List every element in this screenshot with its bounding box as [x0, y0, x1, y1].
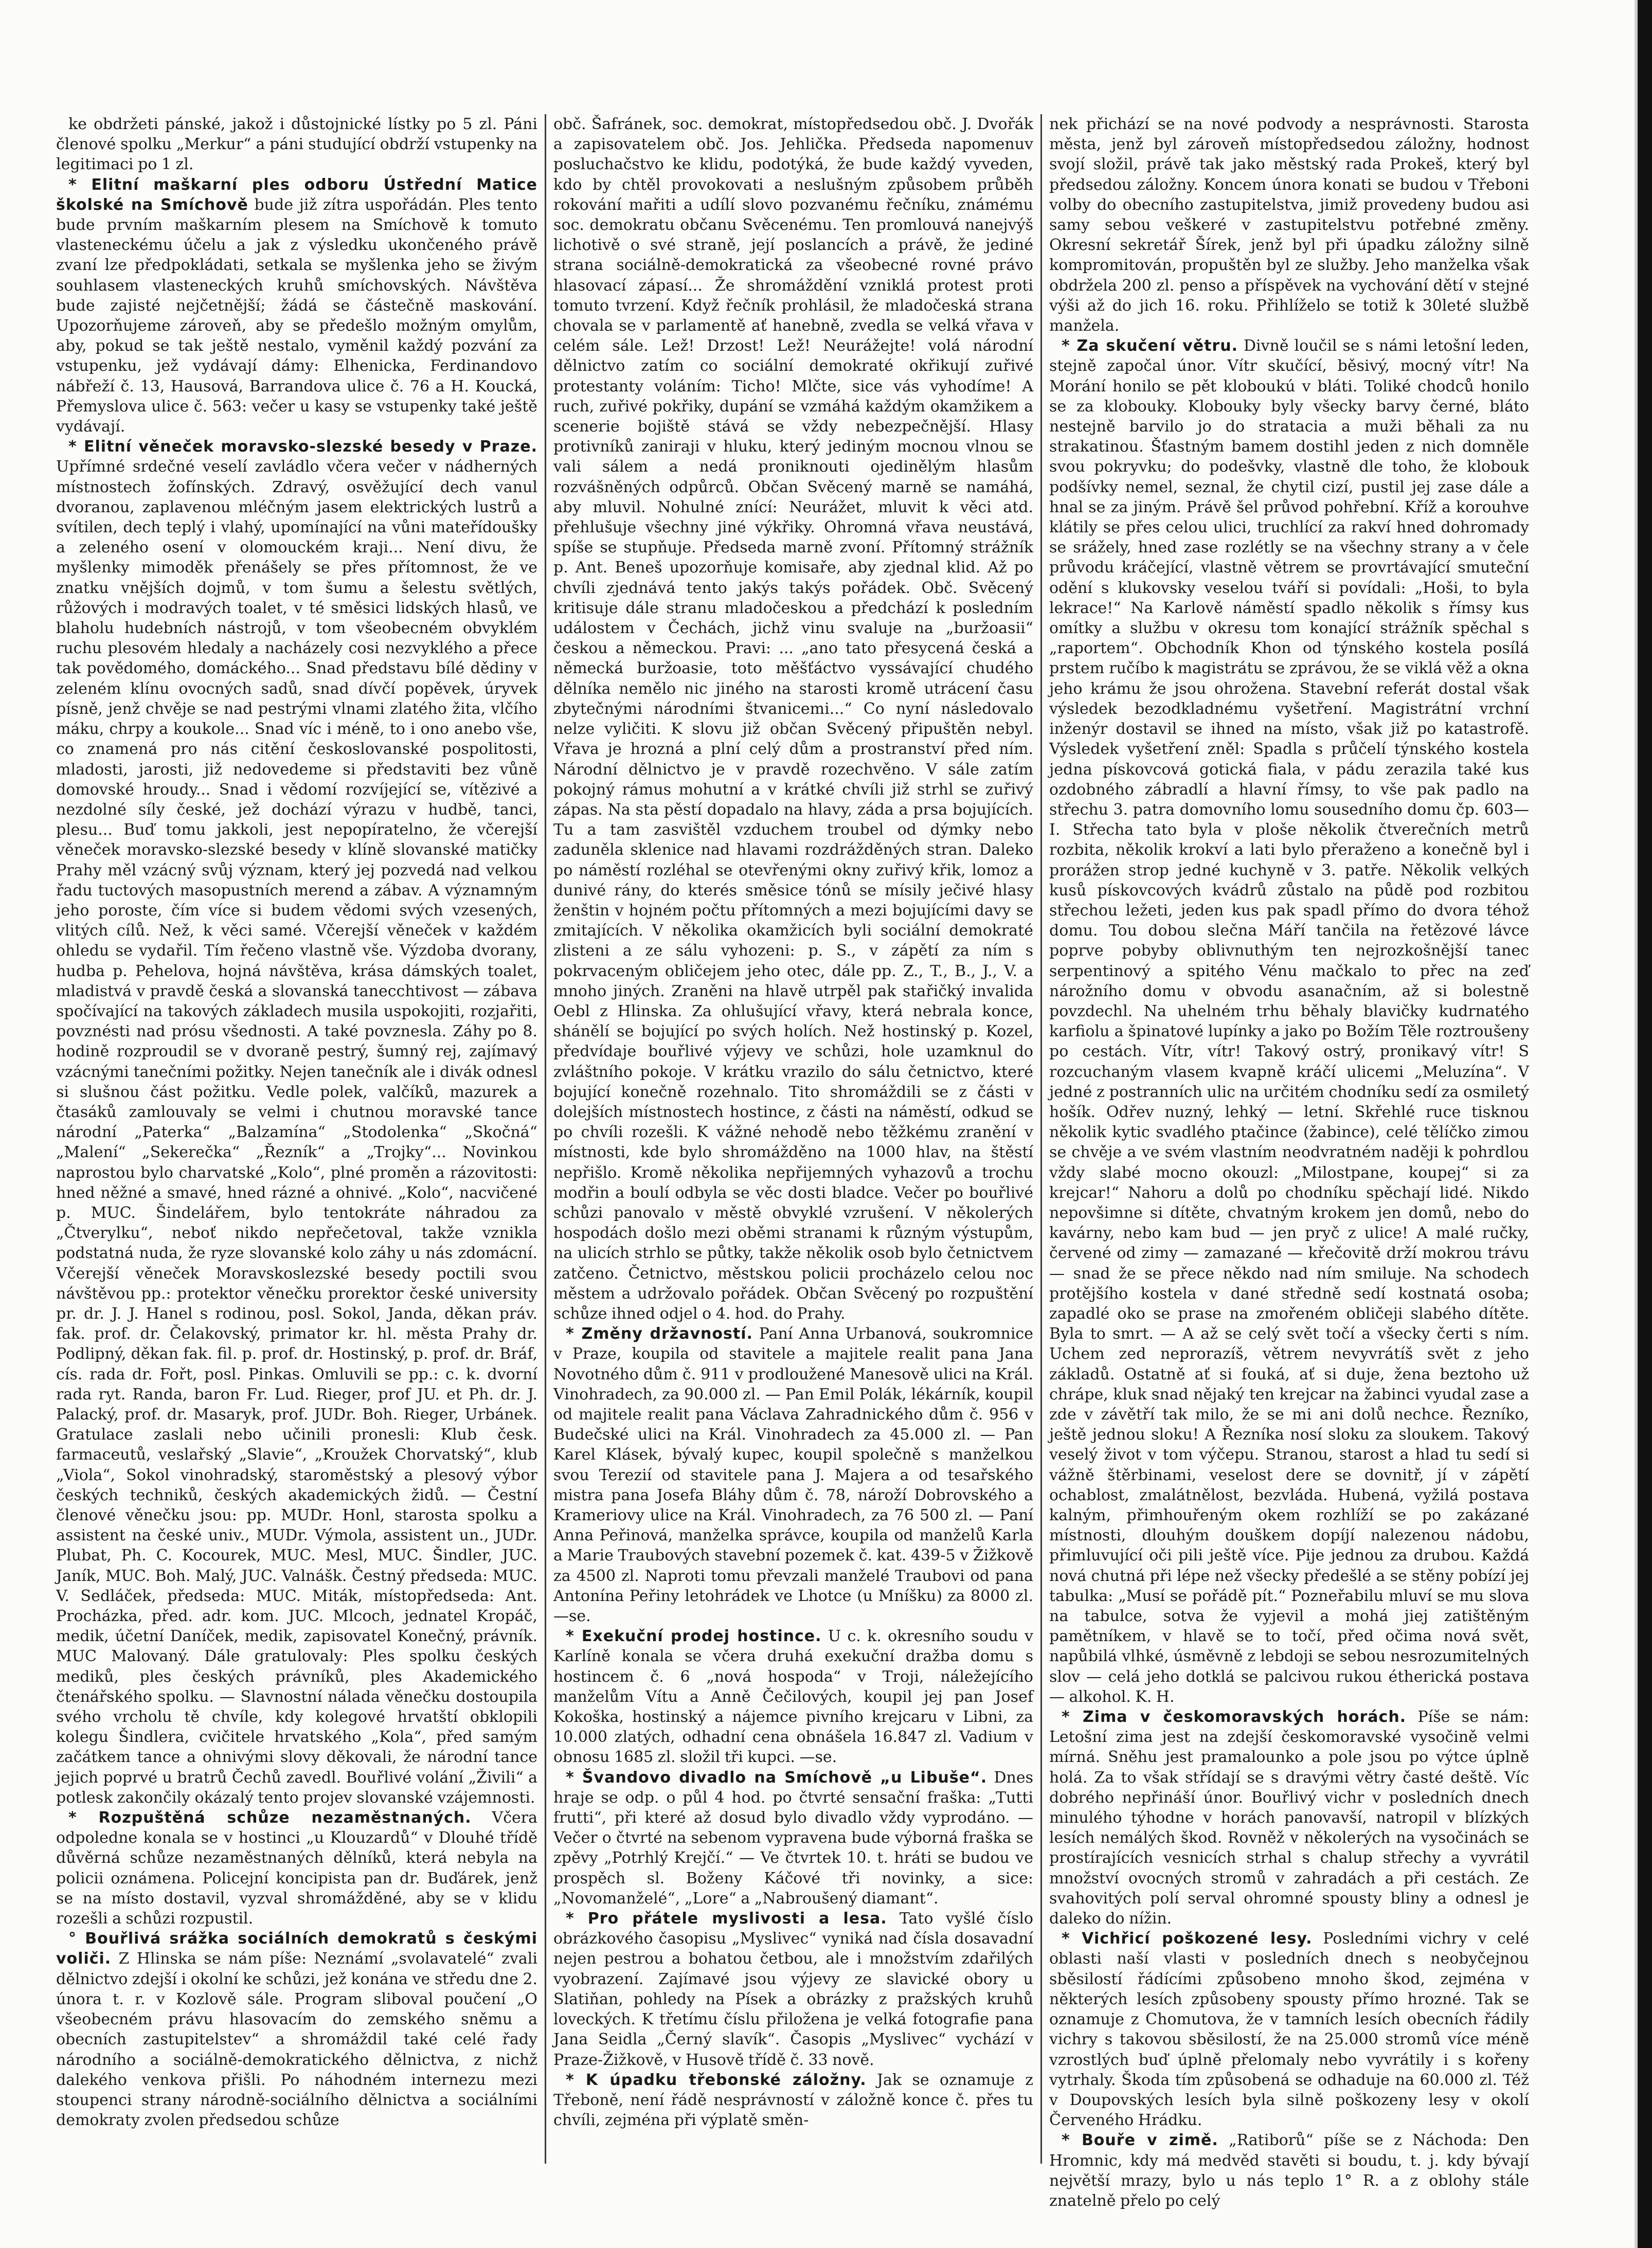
- article-paragraph: [56, 437, 537, 1808]
- article-headline: * Za skučení větru.: [1062, 337, 1238, 355]
- article-body: bude již zítra uspořádán. Ples tento bude prvním maškarním plesem na Smíchově k tomuto vlasteneckému účelu a jak z výsledku ukončeného právě zvaní lze předpokládati, setkala se myšlenka jeho se živým souhlasem vlasteneckých kruhů smíchovských. Návštěva bude zajisté nejčetnější; žádá se částečně maskování. Upozorňujeme zároveň, aby se předešlo možným omylům, aby, pokud se tak ještě nestalo, vyměnil každý pozvání za vstupenku, jež vydávají dámy: Elhenicka, Ferdinandovo nábřeží č. 13, Hausová, Barrandova ulice č. 76 a H. Koucká, Přemyslova ulice č. 563: večer u kasy se vstupenky také ještě vydávají.: [56, 195, 537, 436]
- article-headline: * Rozpuštěná schůze nezaměstnaných.: [68, 1809, 472, 1827]
- article-paragraph: [553, 114, 1033, 1324]
- article-headline: * Zima v českomoravských horách.: [1062, 1708, 1407, 1727]
- article-body: Jak se oznamuje z Třeboně, není řádě nesprávností v záložně konce č. přes tu chvíli, zejména při výplatě směn-: [553, 2071, 1033, 2130]
- article-body: ke obdržeti pánské, jakož i důstojnické lístky po 5 zl. Páni členové spolku „Merkur“ a páni studující obdrží vstupenky na legitimaci po 1 zl.: [56, 115, 537, 174]
- article-paragraph: [1049, 1929, 1529, 2130]
- article-paragraph: [56, 1929, 537, 2130]
- column-3: [1040, 114, 1536, 2210]
- column-2: [545, 114, 1040, 2164]
- article-body: Píše se nám: Letošní zima jest na zdejší českomoravské vysočině velmi mírná. Sněhu jest pramalounko a pole jsou po výtce úplně holá. Za to však střídají se s dravými větry časté deště. Víc dobrého nepřináší únor. Bouřlivý vichr v posledních dnech minulého týhodne v horách panovavší, natropil v blízkých lesích nemálých škod. Rovněž v několerých na vysočinách se prostírajících vesnicích strhal s chalup střechy a vyvrátil množství ovocných stromů v zahradách a při cestách. Ze svahovitých polí serval ohromné spousty bliny a odnesl je daleko do nížin.: [1049, 1708, 1529, 1928]
- article-paragraph: [56, 114, 537, 175]
- article-headline: * Švandovo divadlo na Smíchově „u Libuše“.: [566, 1768, 987, 1787]
- article-paragraph: [553, 1626, 1033, 1767]
- article-headline: * Bouře v zimě.: [1062, 2131, 1218, 2150]
- article-body: Z Hlinska se nám píše: Neznámí „svolavatelé“ zvali dělnictvo zdejší i okolní ke schůzi, jež konána ve středu dne 2. února t. r. v Kozlově sále. Program sliboval poučení „O všeobecném právu hlasovacím do zemského sněmu a obecních zastupitelstev“ a shromáždil také celé řady národního a sociálně-demokratického dělnictva, z nichž dalekého venkova přišli. Po náhodném internezu mezi stoupenci strany národně-sociálního dělnictva a sociálními demokraty zvolen předsedou schůze: [56, 1950, 537, 2130]
- article-body: nek přichází se na nové podvody a nesprávnosti. Starosta města, jenž byl zároveň místopředsedou záložny, hodnost svojí složil, právě tak jako městský rada Prokeš, který byl předsedou záložny. Koncem února konati se budou v Třeboni volby do obecního zastupitelstva, jimiž provedeny budou asi samy sebou veškeré v zastupitelstvu potřebné změny. Okresní sekretář Šírek, jenž byl při úpadku záložny silně kompromitován, propuštěn byl ze služby. Jeho manželka však obdržela 200 zl. penso a příspěvek na vychování dětí v stejné výši až do jich 16. roku. Přihlíželo se totiž k 30leté službě manžela.: [1049, 115, 1529, 335]
- article-body: U c. k. okresního soudu v Karlíně konala se včera druhá exekuční dražba domu s hostincem č. 6 „nová hospoda“ v Troji, náležejícího manželům Vítu a Anně Čečilových, koupil jej pan Josef Kokoška, hostinský a nájemce pivního krejcaru v Libni, za 10.000 zlatých, odhadní cena obnášela 16.847 zl. Vadium v obnosu 1685 zl. složil tři kupci. —se.: [553, 1627, 1033, 1767]
- article-paragraph: [1049, 1707, 1529, 1929]
- article-body: „Ratiborů“ píše se z Náchoda: Den Hromnic, kdy má medvěd stavěti si boudu, t. j. kdy bývají největší mrazy, bylo u nás teplo 1° R. a z oblohy stále znatelně přelo po celý: [1049, 2131, 1529, 2210]
- article-paragraph: [553, 2070, 1033, 2131]
- article-headline: * Pro přátele myslivosti a lesa.: [566, 1910, 887, 1928]
- article-headline: * Exekuční prodej hostince.: [566, 1627, 822, 1646]
- article-paragraph: [1049, 114, 1529, 336]
- article-paragraph: [1049, 336, 1529, 1707]
- column-1: [49, 114, 545, 2164]
- article-headline: * Elitní maškarní ples odboru Ústřední Matice školské na Smíchově: [56, 175, 537, 214]
- newspaper-page: [49, 114, 1537, 2210]
- article-paragraph: [1049, 2130, 1529, 2211]
- article-body: Tato vyšlé číslo obrázkového časopisu „Myslivec“ vyniká nad čísla dosavadní nejen pestrou a bohatou četbou, ale i množstvím zdařilých vyobrazení. Zajímavé jsou výjevy ze slavické obory u Slatiňan, pohledy na Písek a obrázky z pražských kruhů loveckých. K třetímu číslu přiložena je velká fotografie pana Jana Seidla „Černý slavík“. Časopis „Myslivec“ vychází v Praze-Žižkově, v Husově třídě č. 33 nově.: [553, 1910, 1033, 2069]
- article-paragraph: [553, 1909, 1033, 2070]
- article-body: Posledními vichry v celé oblasti naší vlasti v posledních dnech s neobyčejnou sběsilostí řádícími způsobeno mnoho škod, zejména v některých lesích způsobeny spousty přímo hrozné. Tak se oznamuje z Chomutova, že v tamních lesích obecních řádily vichry s takovou sběsilostí, že na 25.000 stromů více méně vzrostlých buď úplně přelomaly nebo vyvrátily i s kořeny vytrhaly. Škoda tím způsobená se odhaduje na 60.000 zl. Též v Doupovských lesích byla silně poškozeny lesy v okolí Červeného Hrádku.: [1049, 1930, 1529, 2130]
- article-paragraph: [56, 175, 537, 437]
- article-body: Upřímné srdečné veselí zavládlo včera večer v nádherných místnostech žofínských. Zdravý, osvěžující dech vanul dvoranou, zaplavenou mléčným jasem elektrických lustrů a svítilen, dech teplý i vlahý, upomínající na vůni mateřídoušky a zeleného osení v olomouckém kraji... Není divu, že myšlenky mimoděk přenášely se přes přítomnost, že ve znatku vnějších dojmů, v tom šumu a šelestu světlých, růžových i modravých toalet, v té směsici lidských hlasů, ve blaholu hudebních nástrojů, v tom všeobecném obvyklém ruchu plesovém hledaly a nacházely cosi nezvyklého a přece tak povědomého, domáckého... Snad představu bílé dědiny v zeleném klínu ovocných sadů, snad dívčí popěvek, úryvek písně, jenž chvěje se nad pestrými vlnami zlatého žita, vlčího máku, chrpy a koukole... Snad víc i méně, to i ono anebo vše, co znamená pro nás citění českoslovanské pospolitosti, mladosti, jarosti, již nedovedeme si představiti bez vůně domovské hroudy... Snad i vědomí rozvíjející se, vítězivé a nezdolné síly české, jež dochází výrazu v hudbě, tanci, plesu... Buď tomu jakkoli, jest nepopíratelno, že včerejší věneček moravsko-slezské besedy v klíně slovanské matičky Prahy měl vzácný svůj význam, který jej pozvedá nad velkou řadu tuctových masopustních merend a zábav. A významným jeho poroste, čím více si budem vědomi svých vzesených, vlitých cílů. Než, k věci samé. Včerejší věneček v každém ohledu se vydařil. Tím řečeno vlastně vše. Výzdoba dvorany, hudba p. Pehelova, hojná návštěva, krása dámských toalet, mladistvá v pravdě česká a slovanská tanecchtivost — zábava spočívající na takových základech musila uspokojiti, rozjařiti, povznésti nad prósu všednosti. A také povznesla. Záhy po 8. hodině rozproudil se v dvoraně pestrý, šumný rej, zajímavý vzácnými tanečními požitky. Nejen tanečník ale i divák odnesl si slušnou část požitku. Vedle polek, valčíků, mazurek a čtasáků zamlouvaly se velmi i chutnou moravské tance národní „Paterka“ „Balzamína“ „Stodolenka“ „Skočná“ „Malení“ „Sekerečka“ „Řezník“ a „Trojky“... Novinkou naprostou bylo charvatské „Kolo“, plné proměn a rázovitosti: hned něžné a smavé, hned rázné a ohnivé. „Kolo“, nacvičené p. MUC. Šindelářem, bylo tentokráte náhradou za „Čtverylku“, neboť nikdo nepřečetoval, takže vznikla podstatná nuda, že ryze slovanské kolo záhy u nás zdomácní. Včerejší věneček Moravskoslezské besedy poctili svou návštěvou pp.: protektor věnečku prorektor české university pr. dr. J. J. Hanel s rodinou, posl. Sokol, Janda, děkan práv. fak. prof. dr. Čelakovský, primator kr. hl. města Prahy dr. Podlipný, děkan fak. fil. p. prof. dr. Hostinský, p. prof. dr. Bráf, cís. rada dr. Fořt, posl. Pinkas. Omluvili se pp.: c. k. dvorní rada ryt. Randa, baron Fr. Lud. Rieger, prof JU. et Ph. dr. J. Palacký, prof. dr. Masaryk, prof. JUDr. Boh. Rieger, Urbánek. Gratulace zaslali nebo učinili pronesli: Klub česk. farmaceutů, veslařský „Slavie“, „Kroužek Chorvatský“, klub „Viola“, Sokol vinohradský, staroměstský a plesový výbor českých techniků, českých akademických židů. — Čestní členové věnečku jsou: pp. MUDr. Honl, starosta spolku a assistent na české univ., MUDr. Výmola, assistent un., JUDr. Plubat, Ph. C. Kocourek, MUC. Mesl, MUC. Šindler, JUC. Janík, MUC. Boh. Malý, JUC. Valnášk. Čestný předseda: MUC. V. Sedláček, předseda: MUC. Miták, místopředseda: Ant. Procházka, před. adr. kom. JUC. Mlcoch, jednatel Kropáč, medik, účetní Daníček, medik, zapisovatel Konečný, právník. MUC Malovaný. Dále gratulovaly: Ples spolku českých mediků, ples českých právníků, ples Akademického čtenářského spolku. — Slavnostní nálada věnečku dostoupila svého vrcholu tě chvíle, kdy kolegové hrvatští obklopili kolegu Šindlera, cvičitele hrvatského „Kola“, před samým začátkem tance a ohnivými slovy děkovali, že národní tance jejich poprvé u bratrů Čechů zavedl. Bouřlivé volání „Živili“ a potlesk zakončily okázalý tento projev slovanské vzájemnosti.: [56, 458, 537, 1807]
- article-body: Divně loučil se s námi letošní leden, stejně započal únor. Vítr skučící, běsivý, mocný vítr! Na Morání honilo se pět kloboukú v bláti. Toliké chodců honilo se za klobouky. Klobouky byly všecky barvy černé, bláto nestejně barvilo jo do stratacia a muži běhali za nu strakatinou. Šťastným bamem dostihl jeden z nich domněle svou pokryvku; do podešvky, vlastně dle toho, že klobouk podšívky nemel, seznal, že chytil cizí, pustil jej zase dále a hnal se za jiným. Právě šel průvod pohřební. Kříž a korouhve klátily se přes celou ulici, truchlící za rakví hned dohromady se srážely, hned zase rozlétly se na všechny strany a v čele průvodu kráčející, vlastně větrem se provrtávající smuteční odění s klukovsky veselou tváří si povídali: „Hoši, to byla lekrace!“ Na Karlově náměstí spadlo několik s římsy kus omítky a službu v okresu tom konající strážník spěchal s „raportem“. Obchodník Khon od týnského kostela posílá prstem ručíbo k magistrátu se zprávou, že se viklá věž a okna jeho krámu že jsou ohrožena. Stavební referát dostal však výsledek bezodkladnému vyšetření. Magistrátní vrchní inženýr dostavil se ihned na místo, však již po katastrofě. Výsledek vyšetření zněl: Spadla s průčelí týnského kostela jedna pískovcová gotická fiala, v pádu zerazila také kus ozdobného zábradlí a hlavní římsy, to vše pak padlo na střechu 3. patra domovního lomu sousedního domu čp. 603—I. Střecha tato byla v ploše několik čtverečních metrů rozbita, několik krokví a lati bylo přeraženo a konečně byl i prorážen strop jedné kuchyně v 3. patře. Několik velkých kusů pískovcových kvádrů zůstalo na půdě pod rozbitou střechou ležeti, jeden kus pak spadl přímo do dvora téhož domu. Tou dobou slečna Máří tančila na řetězové lávce poprve pobyby oblivnuthým ten nejrozkošnější tanec serpentinový a spitého Vénu mačkalo to přec na zeď nárožního domu v obvodu asanačním, až si bolestně povzdechl. Na uhelném trhu běhaly blavičky kudrnatého karfiolu a špinatové lupínky a jako po Božím Těle roztroušeny po cestách. Vítr, vítr! Takový ostrý, pronikavý vítr! S rozcuchaným vlasem kvapně kráčí ulicemi „Meluzína“. V jedné z postranních ulic na určitém chodníku sedí za osmiletý hošík. Odřev nuzný, lehký — letní. Skřehlé ruce tisknou několik kytic svadlého ptačince (žabince), celé tělíčko zimou se chvěje a ve svém vlastním neodvratném naději k pohrdlou vždy slabé mocno okouzl: „Milostpane, koupej“ si za krejcar!“ Nahoru a dolů po chodníku spěchají lidé. Nikdo nepovšimne si dítěte, chvatným krokem jen domů, nebo do kavárny, nebo kam bud — jen pryč z ulice! A malé ručky, červené od zimy — zamazané — křečovitě drží mokrou trávu — snad že se přece někdo nad ním smiluje. Na schodech protějšího kostela v dané středně sedí kostnatá osoba; zapadlé oko se prase na zmořeném obličeji slabého dítěte. Byla to smrt. — A až se celý svět točí a všecky čerti s ním. Uchem zed neprorazíš, větrem nevyvrátíš svět z jeho základů. Ostatně ať si fouká, ať si duje, žena beztoho už chrápe, kluk snad nějaký ten krejcar na žabinci vyudal zase a zde v závětří tak milo, že se mi ani dolů nechce. Řezníko, ještě jednou sloku! A Řezníka nosí sloku za sloukem. Takový veselý život v tom výčepu. Stranou, starost a hlad tu sedí si vážně štěrbinami, veselost dere se dovnitř, jí v zápětí ochablost, zmalátnělost, bezvláda. Hubená, vyžilá postava kalným, přimhouřeným okem rozhlíží se po zakázané místnosti, dlouhým douškem dopíjí nalezenou nádobu, přimluvující oči pili ještě více. Pije jednou za drubou. Každá nová chutná při lépe než všecky předešlé a se stěny pobízí jej tabulka: „Musí se pořádě pít.“ Pozneřabilu mluví se mu slova na tabulce, sotva že vyjevil a mohá jiej zatištěným pamětníkem, v hlavě se to točí, před očima nová svět, napůbilá vlhké, úsměvně z lebdoji se sebou nesrozumitelných slov — celá jeho dotklá se palcivou rukou étherická postava — alkohol. K. H.: [1049, 337, 1529, 1706]
- article-headline: * Změny državností.: [566, 1325, 753, 1343]
- article-paragraph: [553, 1768, 1033, 1909]
- page-edge-border: [1638, 0, 1652, 2248]
- article-paragraph: [56, 1808, 537, 1929]
- article-body: obč. Šafránek, soc. demokrat, místopředsedou obč. J. Dvořák a zapisovatelem obč. Jos. Jehlička. Předseda napomenuv posluchačstvo ke klidu, podotýká, že bude každý vyveden, kdo by chtěl provokovati a neslušným způsobem průběh rokování mařiti a udílí slovo pozvanému řečníku, známému soc. demokratu občanu Svěcenému. Ten promlouvá nanejvýš lichotivě o své straně, její poslancích a právě, že jediné strana sociálně-demokratická za všeobecné rovné právo hlasovací zápasí... Že shromáždění vzniklá protest proti tomuto tvrzení. Když řečník prohlásil, že mladočeská strana chovala se v parlamentě ať hanebně, zvedla se velká vřava v celém sále. Lež! Drzost! Lež! Neurážejte! volá národní dělnictvo zatím co sociální demokraté okřikují zuřivé protestanty voláním: Ticho! Mlčte, sice vás vyhodíme! A ruch, zuřivé pokřiky, dupání se vzmáhá každým okamžikem a scenerie bojiště stává se vždy nebezpečnější. Hlasy protivníků zaniraji v hluku, který jediným mocnou vlnou se vali sálem a nedá proniknouti ojedinělým hlasům rozvášněných odpůrců. Občan Svěcený marně se namáhá, aby mluvil. Nohulné znící: Neurážet, mluvit k věci atd. přehlušuje všechny jiné výkřiky. Ohromná vřava neustává, spíše se stupňuje. Předseda marně zvoní. Přítomný strážník p. Ant. Beneš upozorňuje komisaře, aby zjednal klid. Až po chvíli zjednává tento jakýs takýs pořádek. Obč. Svěcený kritisuje dále stranu mladočeskou a předchází k posledním událostem v Čechách, jichž vinu svaluje na „buržoasii“ českou a německou. Pravi: ... „ano tato přesycená česká a německá buržoasie, toto měšťáctvo vyssávající chudého dělníka nemělo nic jiného na starosti kromě utrácení času zbytečnými národními štvanicemi...“ Co nyní následovalo nelze vyličiti. K slovu již občan Svěcený připuštěn nebyl. Vřava je hrozná a plní celý dům a prostranství před ním. Národní dělnictvo je v pravdě rozechvěno. V sále zatím pokojný rámus mohutní a v krátké chvíli již strhl se zuřivý zápas. Na sta pěstí dopadalo na hlavy, záda a prsa bojujících. Tu a tam zasvištěl vzduchem troubel od dýmky nebo zaduněla sklenice nad hlavami rozdrážděných stran. Daleko po náměstí rozléhal se otevřenými okny zuřivý křik, lomoz a dunivé rány, do kterés směsice tónů se mísily ječivé hlasy ženštin v hojném počtu přítomných a mezi bojujícími davy se zmitajících. V několika okamžicích byli sociální demokraté zlisteni a ze sálu vyhozeni: p. S., v zápětí za ním s pokrvaceným obličejem jeho otec, dále pp. Z., T., B., J., V. a mnoho jiných. Zraněni na hlavě utrpěl pak stařičký invalida Oebl z Hlinska. Za ohlušující vřavy, která nebrala konce, shánělí se bojující po svých holích. Než hostinský p. Kozel, předvídaje bouřlivé výjevy ve schůzi, hole uzamknul do zvláštního pokoje. V krátku vrazilo do sálu četnictvo, které bojující konečně rozehnalo. Tito shromáždili se z části v dolejších místnostech hostince, z části na náměstí, odkud se po chvíli rozešli. K vážné nehodě nebo těžkému zranění v místnosti, kde bylo shromážděno na 1000 hlav, na štěstí nepřišlo. Kromě několika nepřijemných vyhazovů a trochu modřin a boulí odbyla se věc dosti bladce. Večer po bouřlivé schůzi panovalo v městě obvyklé vzrušení. V několerých hospodách došlo mezi oběmi stranami k různým výstupům, na ulicích strhlo se půtky, takže několik osob bylo četnictvem zatčeno. Četnictvo, městskou policii procházelo celou noc městem a udržovalo pořádek. Občan Svěcený po rozpuštění schůze ihned odjel o 4. hod. do Prahy.: [553, 115, 1033, 1323]
- article-body: Včera odpoledne konala se v hostinci „u Klouzardů“ v Dlouhé třídě důvěrná schůze nezaměstnaných dělníků, která nebyla na policii oznámena. Policejní koncipista pan dr. Buďárek, jenž se na místo dostavil, vyzval shromážděné, aby se v klidu rozešli a schůzi rozpustil.: [56, 1809, 537, 1928]
- article-body: Paní Anna Urbanová, soukromnice v Praze, koupila od stavitele a majitele realit pana Jana Novotného dům č. 911 v prodloužené Manesově ulici na Král. Vinohradech, za 90.000 zl. — Pan Emil Polák, lékárník, koupil od majitele realit pana Václava Zahradnického dům č. 956 v Budečské ulici na Král. Vinohradech za 45.000 zl. — Pan Karel Klásek, bývalý kupec, koupil společně s manželkou svou Terezií od stavitele pana J. Majera a od tesařského mistra pana Josefa Bláhy dům č. 78, nároží Dobrovského a Krameriovy ulice na Král. Vinohradech, za 76 500 zl. — Paní Anna Peřinová, manželka správce, koupila od manželů Karla a Marie Traubových stavební pozemek č. kat. 439-5 v Žižkově za 4500 zl. Naproti tomu převzali manželé Traubovi od pana Antonína Peřiny letohrádek ve Lhotce (u Mníšku) za 8000 zl. —se.: [553, 1325, 1033, 1626]
- article-body: Dnes hraje se odp. o půl 4 hod. po čtvrté sensační fraška: „Tutti frutti“, při které až dosud bylo divadlo vždy vyprodáno. — Večer o čtvrté na sebenom vypravena bude výborná fraška se zpěvy „Potrhlý Krejčí.“ — Ve čtvrtek 10. t. hráti se budou ve prospěch sl. Boženy Káčové tři novinky, a sice: „Novomanželé“, „Lore“ a „Nabroušený diamant“.: [553, 1768, 1033, 1908]
- article-headline: * Elitní věneček moravsko-slezské besedy v Praze.: [68, 438, 537, 456]
- article-paragraph: [553, 1324, 1033, 1626]
- article-headline: ° Bouřlivá srážka sociálních demokratů s českými voliči.: [56, 1930, 537, 1968]
- article-headline: * K úpadku třebonské záložny.: [566, 2071, 867, 2089]
- article-headline: * Vichřicí poškozené lesy.: [1062, 1930, 1313, 1948]
